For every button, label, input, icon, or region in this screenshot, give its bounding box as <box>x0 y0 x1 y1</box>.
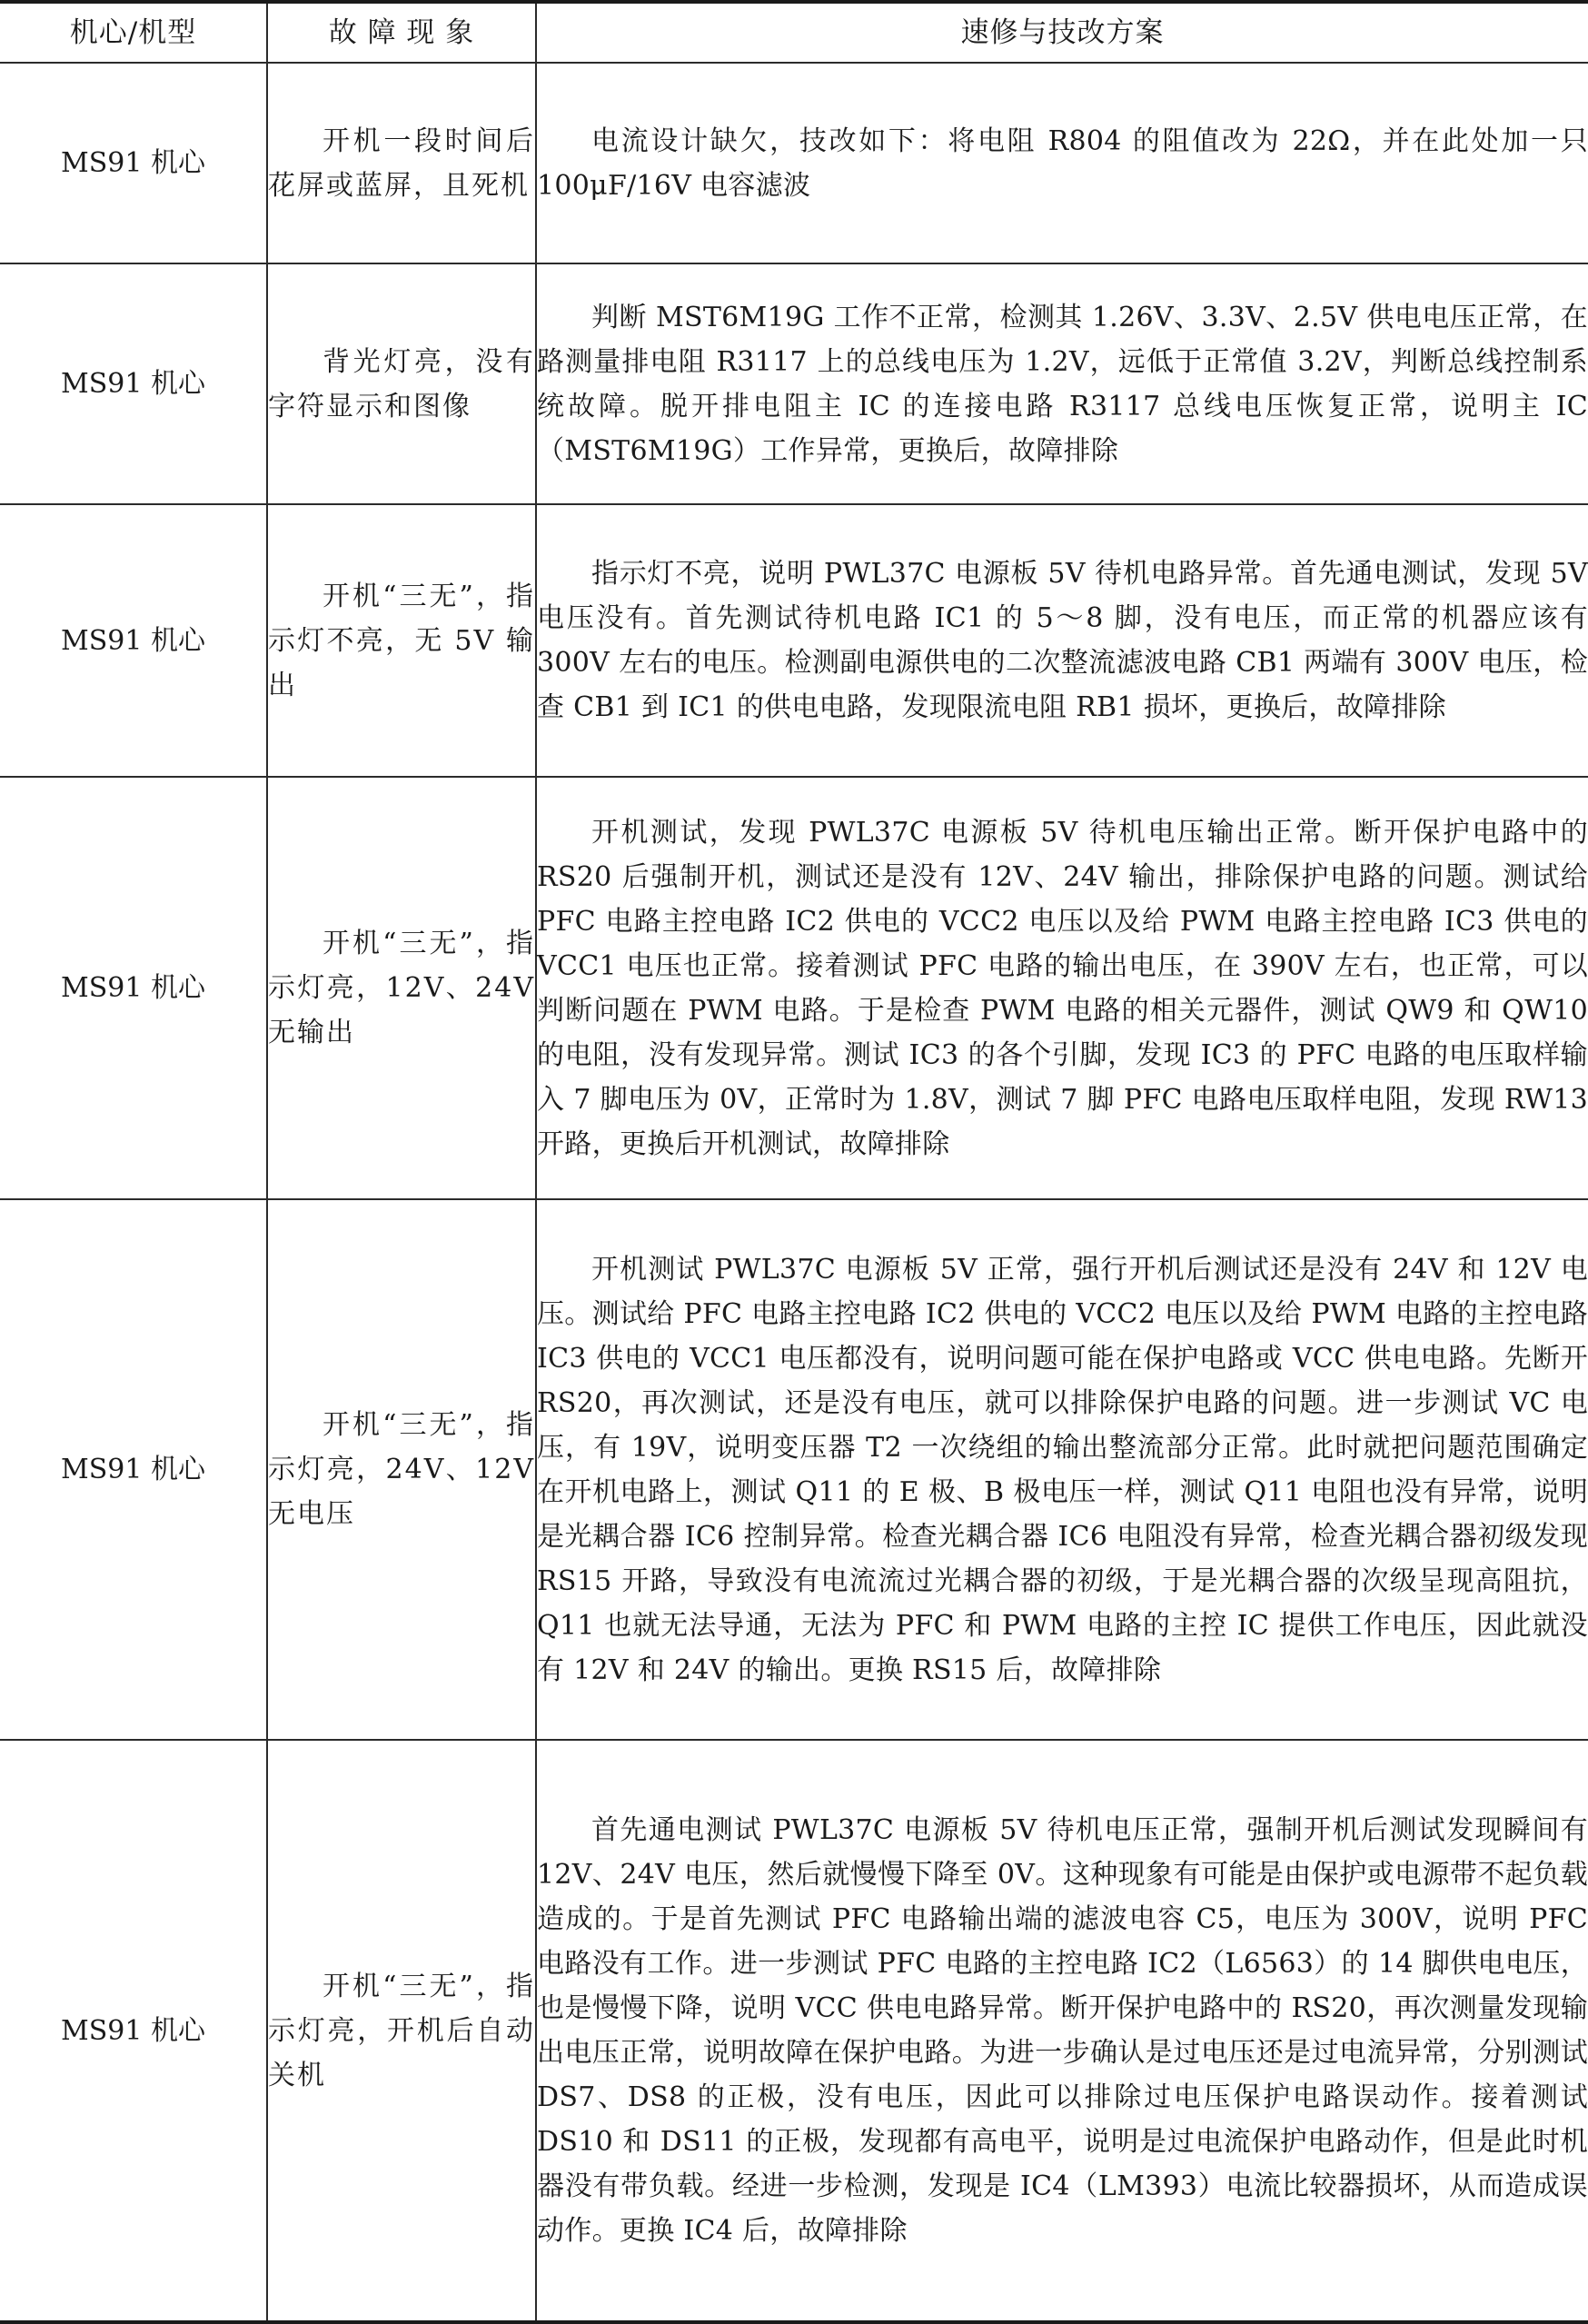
cell-symptom: 开机“三无”，指示灯亮，开机后自动关机 <box>267 1740 536 2322</box>
cell-solution: 首先通电测试 PWL37C 电源板 5V 待机电压正常，强制开机后测试发现瞬间有 12V、24V 电压，然后就慢慢下降至 0V。这种现象有可能是由保护或电源带不起负载造成的。于是首先测试 PFC 电路输出端的滤波电容 C5，电压为 300V，说明 PFC 电路没有工作。进一步测试 PFC 电路的主控电路 IC2（L6563）的 14 脚供电电压，也是慢慢下降，说明 VCC 供电电路异常。断开保护电路中的 RS20，再次测量发现输出电压正常，说明故障在保护电路。为进一步确认是过电压还是过电流异常，分别测试 DS7、DS8 的正极，没有电压，因此可以排除过电压保护电路误动作。接着测试 DS10 和 DS11 的正极，发现都有高电平，说明是过电流保护电路动作，但是此时机器没有带负载。经进一步检测，发现是 IC4（LM393）电流比较器损坏，从而造成误动作。更换 IC4 后，故障排除 <box>536 1740 1588 2322</box>
cell-symptom: 开机“三无”，指示灯亮，12V、24V 无输出 <box>267 777 536 1199</box>
table-body <box>0 63 1588 2322</box>
cell-symptom: 背光灯亮，没有字符显示和图像 <box>267 263 536 504</box>
cell-model: MS91 机心 <box>0 504 267 777</box>
table-row <box>0 263 1588 504</box>
cell-solution: 指示灯不亮，说明 PWL37C 电源板 5V 待机电路异常。首先通电测试，发现 5V 电压没有。首先测试待机电路 IC1 的 5～8 脚，没有电压，而正常的机器应该有 300V 左右的电压。检测副电源供电的二次整流滤波电路 CB1 两端有 300V 电压，检查 CB1 到 IC1 的供电电路，发现限流电阻 RB1 损坏，更换后，故障排除 <box>536 504 1588 777</box>
table-row <box>0 1199 1588 1740</box>
cell-model: MS91 机心 <box>0 1740 267 2322</box>
header-model: 机心/机型 <box>0 2 267 63</box>
cell-solution: 开机测试，发现 PWL37C 电源板 5V 待机电压输出正常。断开保护电路中的 RS20 后强制开机，测试还是没有 12V、24V 输出，排除保护电路的问题。测试给 PFC 电路主控电路 IC2 供电的 VCC2 电压以及给 PWM 电路主控电路 IC3 供电的 VCC1 电压也正常。接着测试 PFC 电路的输出电压，在 390V 左右，也正常，可以判断问题在 PWM 电路。于是检查 PWM 电路的相关元器件，测试 QW9 和 QW10 的电阻，没有发现异常。测试 IC3 的各个引脚，发现 IC3 的 PFC 电路的电压取样输入 7 脚电压为 0V，正常时为 1.8V，测试 7 脚 PFC 电路电压取样电阻，发现 RW13 开路，更换后开机测试，故障排除 <box>536 777 1588 1199</box>
cell-model: MS91 机心 <box>0 63 267 263</box>
cell-model: MS91 机心 <box>0 777 267 1199</box>
table-header <box>0 2 1588 63</box>
cell-solution: 电流设计缺欠，技改如下：将电阻 R804 的阻值改为 22Ω，并在此处加一只 100μF/16V 电容滤波 <box>536 63 1588 263</box>
table-row <box>0 504 1588 777</box>
cell-model: MS91 机心 <box>0 1199 267 1740</box>
table-row <box>0 777 1588 1199</box>
header-row <box>0 2 1588 63</box>
cell-solution: 判断 MST6M19G 工作不正常，检测其 1.26V、3.3V、2.5V 供电电压正常，在路测量排电阻 R3117 上的总线电压为 1.2V，远低于正常值 3.2V，判断总线控制系统故障。脱开排电阻主 IC 的连接电路 R3117 总线电压恢复正常，说明主 IC（MST6M19G）工作异常，更换后，故障排除 <box>536 263 1588 504</box>
cell-symptom: 开机“三无”，指示灯不亮，无 5V 输出 <box>267 504 536 777</box>
table-row <box>0 63 1588 263</box>
table-row <box>0 1740 1588 2322</box>
header-solution: 速修与技改方案 <box>536 2 1588 63</box>
cell-symptom: 开机一段时间后花屏或蓝屏，且死机 <box>267 63 536 263</box>
cell-symptom: 开机“三无”，指示灯亮，24V、12V 无电压 <box>267 1199 536 1740</box>
cell-model: MS91 机心 <box>0 263 267 504</box>
cell-solution: 开机测试 PWL37C 电源板 5V 正常，强行开机后测试还是没有 24V 和 12V 电压。测试给 PFC 电路主控电路 IC2 供电的 VCC2 电压以及给 PWM 电路的主控电路 IC3 供电的 VCC1 电压都没有，说明问题可能在保护电路或 VCC 供电电路。先断开 RS20，再次测试，还是没有电压，就可以排除保护电路的问题。进一步测试 VC 电压，有 19V，说明变压器 T2 一次绕组的输出整流部分正常。此时就把问题范围确定在开机电路上，测试 Q11 的 E 极、B 极电压一样，测试 Q11 电阻也没有异常，说明是光耦合器 IC6 控制异常。检查光耦合器 IC6 电阻没有异常，检查光耦合器初级发现 RS15 开路，导致没有电流流过光耦合器的初级，于是光耦合器的次级呈现高阻抗，Q11 也就无法导通，无法为 PFC 和 PWM 电路的主控 IC 提供工作电压，因此就没有 12V 和 24V 的输出。更换 RS15 后，故障排除 <box>536 1199 1588 1740</box>
header-symptom: 故 障 现 象 <box>267 2 536 63</box>
